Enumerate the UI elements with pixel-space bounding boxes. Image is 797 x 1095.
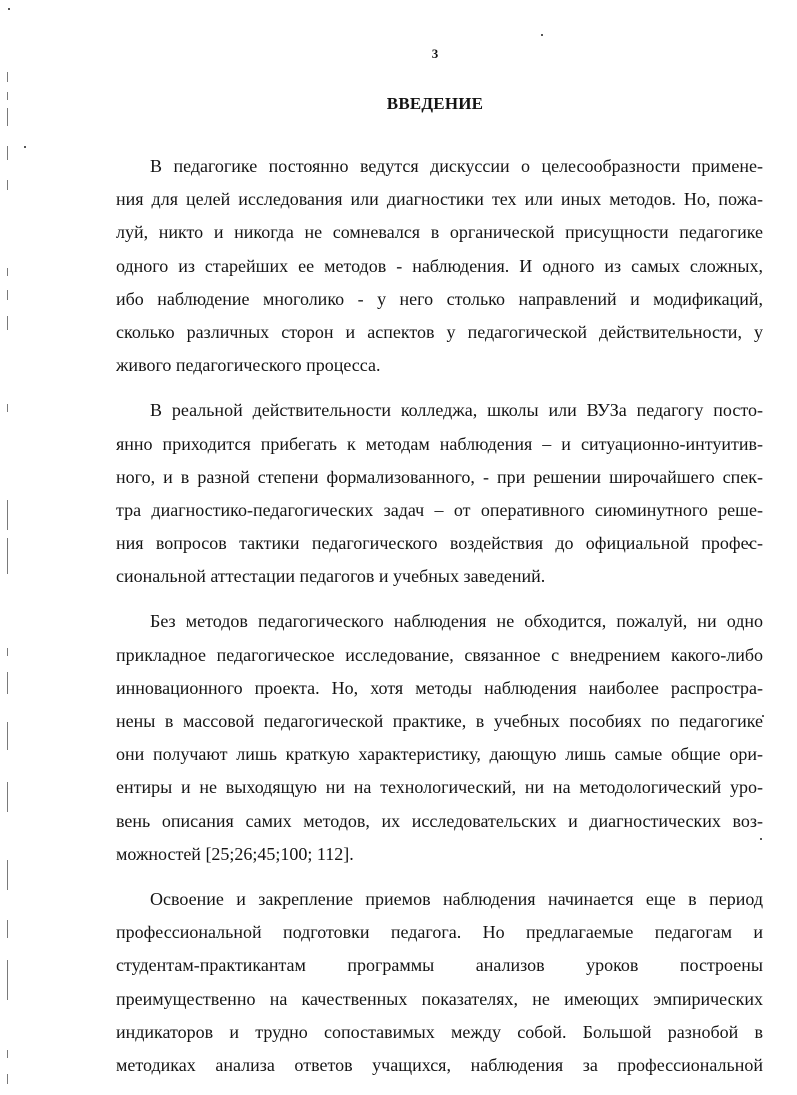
text-line: они получают лишь краткую характеристику, дающую лишь самые общие ори-	[116, 744, 763, 765]
paragraph-4	[116, 883, 763, 1082]
scan-artifact	[7, 268, 8, 276]
paragraph-2	[116, 394, 763, 593]
text-line: сиональной аттестации педагогов и учебных заведений.	[116, 566, 546, 587]
text-line: профессиональной подготовки педагога. Но предлагаемые педагогам и	[116, 922, 763, 943]
text-line: можностей [25;26;45;100; 112].	[116, 843, 354, 864]
text-line: В реальной действительности колледжа, школы или ВУЗа педагогу посто-	[150, 400, 763, 421]
text-line: инновационного проекта. Но, хотя методы наблюдения наиболее распростра-	[116, 677, 763, 698]
text-line: ного, и в разной степени формализованного, - при решении широчайшего спек-	[116, 466, 763, 487]
scan-artifact	[7, 316, 8, 330]
scan-artifact	[7, 1074, 8, 1084]
paragraph-spacing	[116, 593, 763, 605]
text-line: живого педагогического процесса.	[116, 355, 381, 376]
text-line: прикладное педагогическое исследование, связанное с внедрением какого-либо	[116, 644, 763, 665]
text-line: тра диагностико-педагогических задач – от оперативного сиюминутного реше-	[116, 499, 763, 520]
text-line: Освоение и закрепление приемов наблюдения начинается еще в период	[150, 888, 763, 909]
scan-artifact	[7, 1050, 8, 1058]
scan-artifact	[7, 920, 8, 938]
scan-artifact	[541, 34, 543, 36]
scan-artifact	[7, 722, 8, 750]
text-line: преимущественно на качественных показателях, не имеющих эмпирических	[116, 988, 763, 1009]
text-line: ния для целей исследования или диагностики тех или иных методов. Но, пожа-	[116, 189, 763, 210]
text-line: В педагогике постоянно ведутся дискуссии о целесообразности применe-	[150, 156, 763, 176]
section-heading: ВВЕДЕНИЕ	[386, 94, 484, 113]
scan-artifact	[8, 8, 10, 10]
text-line: сколько различных сторон и аспектов у педагогической действительности, у	[116, 321, 763, 342]
text-line: ния вопросов тактики педагогического воздействия до официальной профес-	[116, 533, 763, 554]
text-line: одного из старейших ее методов - наблюдения. И одного из самых сложных,	[116, 255, 763, 276]
scan-artifact	[7, 672, 8, 694]
paragraph-spacing	[116, 871, 763, 883]
scan-artifact	[7, 648, 8, 656]
paragraph-spacing	[116, 382, 763, 394]
text-line: индикаторов и трудно сопоставимых между собой. Большой разнобой в	[116, 1021, 763, 1042]
text-line: методиках анализа ответов учащихся, наблюдения за профессиональной	[116, 1054, 763, 1075]
scan-artifact	[7, 500, 8, 530]
scan-artifact	[7, 860, 8, 890]
text-line: студентам-практикантам программы анализов уроков построены	[116, 955, 763, 976]
scan-artifact	[7, 180, 8, 190]
text-line: нены в массовой педагогической практике, в учебных пособиях по педагогике	[116, 711, 763, 731]
scan-artifact	[7, 290, 8, 300]
text-line: янно приходится прибегать к методам наблюдения – и ситуационно-интуитив-	[116, 433, 763, 454]
text-line: луй, никто и никогда не сомневался в органической присущности педагогике	[116, 222, 763, 243]
scan-artifact	[7, 404, 8, 412]
scan-artifact	[7, 960, 8, 1000]
paragraph-3	[116, 605, 763, 871]
body-text	[116, 150, 763, 1082]
text-line: ибо наблюдение многолико - у него столько направлений и модификаций,	[116, 288, 763, 309]
text-line: ентиры и не выходящую ни на технологический, ни на методологический уро-	[116, 777, 763, 798]
text-line: вень описания самих методов, их исследовательских и диагностических воз-	[116, 810, 763, 831]
scan-artifact	[7, 146, 8, 160]
text-line: Без методов педагогического наблюдения не обходится, пожалуй, ни одно	[150, 611, 763, 632]
scan-artifact	[7, 782, 8, 812]
page-number: 3	[431, 46, 439, 61]
paragraph-1	[116, 150, 763, 382]
scan-artifact	[7, 538, 8, 574]
scan-artifact	[7, 72, 8, 82]
scan-artifact	[24, 146, 26, 148]
